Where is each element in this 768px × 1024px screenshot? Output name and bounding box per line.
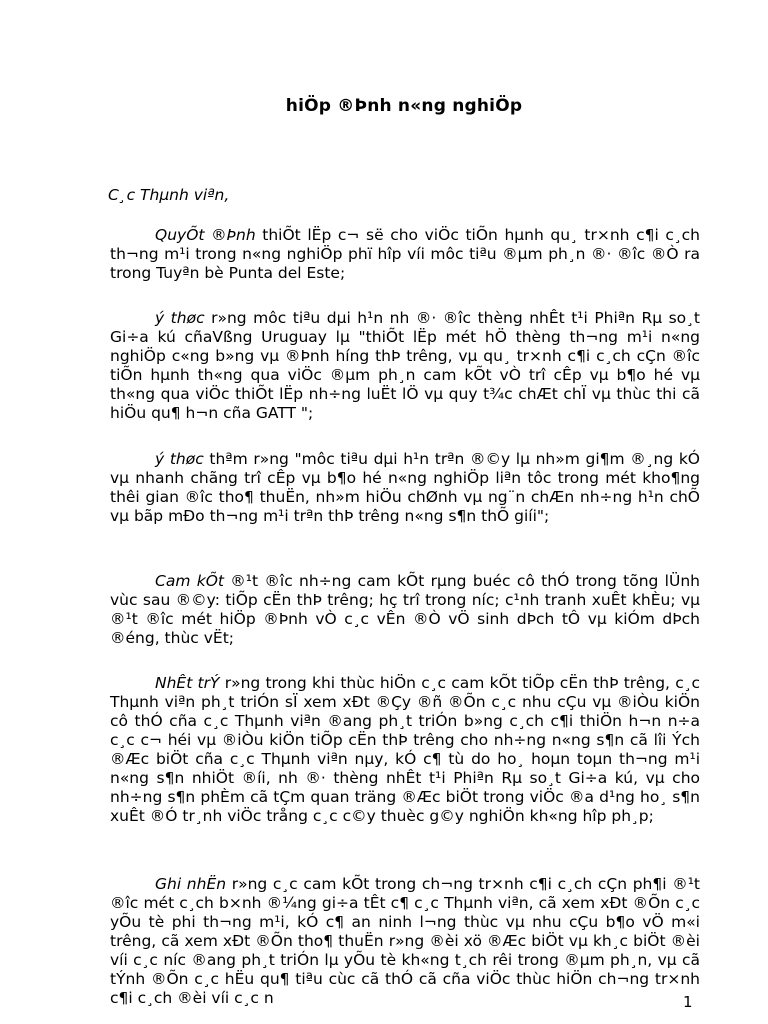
- paragraph-text: r»ng môc tiªu dµi h¹n nh ®· ®îc thèng nhÊt t¹i Phiªn Rµ so¸t Gi÷a kú cñaVßng Uruguay lµ "thiÕt lËp mét hÖ thèng th¬ng m¹i n«ng nghiÖp c«ng b»ng vµ ®Þnh híng thÞ trêng, vµ qu¸ tr×nh c¶i c¸ch cÇn ®îc tiÕn hµnh th«ng qua viÖc ®µm ph¸n cam kÕt vÒ trî cÊp vµ b¶o hé vµ th«ng qua viÖc thiÕt lËp nh÷ng luËt lÖ vµ quy t¾c chÆt chÏ vµ thùc thi cã hiÖu qu¶ h¬n cña GATT ";: [110, 309, 700, 422]
- paragraph-keyword: Ghi nhËn: [155, 875, 227, 893]
- paragraph-text: r»ng trong khi thùc hiÖn c¸c cam kÕt tiÕp cËn thÞ trêng, c¸c Thµnh viªn ph¸t triÓn sÏ xem xÐt ®Çy ®ñ ®Õn c¸c nhu cÇu vµ ®iÒu kiÖn cô thÓ cña c¸c Thµnh viªn ®ang ph¸t triÓn b»ng c¸ch c¶i thiÖn h¬n n÷a c¸c c¬ héi vµ ®iÒu kiÖn tiÕp cËn thÞ trêng cho nh÷ng n«ng s¶n cã lîi Ých ®Æc biÖt cña c¸c Thµnh viªn nµy, kÓ c¶ tù do ho¸ hoµn toµn th¬ng m¹i n«ng s¶n nhiÖt ®íi, nh ®· thèng nhÊt t¹i Phiªn Rµ so¸t Gi÷a kú, vµ cho nh÷ng s¶n phÈm cã tÇm quan träng ®Æc biÖt trong viÖc ®a d¹ng ho¸ s¶n xuÊt ®Ó tr¸nh viÖc trång c¸c c©y thuèc g©y nghiÖn kh«ng hîp ph¸p;: [110, 674, 701, 825]
- paragraph-text: r»ng c¸c cam kÕt trong ch¬ng tr×nh c¶i c¸ch cÇn ph¶i ®¹t ®îc mét c¸ch b×nh ®¼ng gi÷a tÊt c¶ c¸c Thµnh viªn, cã xem xÐt ®Õn c¸c yÕu tè phi th¬ng m¹i, kÓ c¶ an ninh l¬ng thùc vµ nhu cÇu b¶o vÖ m«i trêng, cã xem xÐt ®Õn tho¶ thuËn r»ng ®èi xö ®Æc biÖt vµ kh¸c biÖt ®èi víi c¸c níc ®ang ph¸t triÓn lµ yÕu tè kh«ng t¸ch rêi trong ®µm ph¸n, vµ cã tÝnh ®Õn c¸c hËu qu¶ tiªu cùc cã thÓ cã cña viÖc thùc hiÖn ch¬ng tr×nh c¶i c¸ch ®èi víi c¸c n: [110, 875, 700, 1007]
- paragraph-6: [110, 875, 700, 1008]
- paragraph-keyword: ý thøc: [155, 309, 205, 327]
- paragraph-5: [110, 674, 700, 826]
- document-title: hiÖp ®Þnh n«ng nghiÖp: [285, 96, 523, 116]
- paragraph-keyword: QuyÕt ®Þnh: [155, 226, 256, 244]
- paragraph-3: [110, 450, 700, 526]
- paragraph-keyword: Cam kÕt: [155, 572, 224, 590]
- paragraph-2: [110, 309, 700, 423]
- salutation: C¸c Thµnh viªn,: [108, 186, 230, 204]
- paragraph-keyword: ý thøc: [155, 450, 204, 468]
- paragraph-text: thiÕt lËp c¬ së cho viÖc tiÕn hµnh qu¸ tr×nh c¶i c¸ch th¬ng m¹i trong n«ng nghiÖp phï hîp víi môc tiªu ®µm ph¸n ®· ®îc ®Ò ra trong Tuyªn bè Punta del Este;: [110, 226, 700, 282]
- paragraph-text: thªm r»ng "môc tiªu dµi h¹n trªn ®©y lµ nh»m gi¶m ®¸ng kÓ vµ nhanh chãng trî cÊp vµ b¶o hé n«ng nghiÖp liªn tôc trong mét kho¶ng thêi gian ®îc tho¶ thuËn, nh»m hiÖu chØnh vµ ng¨n chÆn nh÷ng h¹n chÕ vµ bãp mÐo th¬ng m¹i trªn thÞ trêng n«ng s¶n thÕ giíi";: [110, 450, 700, 525]
- page-number: 1: [683, 993, 693, 1011]
- paragraph-text: ®¹t ®îc nh÷ng cam kÕt rµng buéc cô thÓ trong tõng lÜnh vùc sau ®©y: tiÕp cËn thÞ trêng; hç trî trong níc; c¹nh tranh xuÊt khÈu; vµ ®¹t ®îc mét hiÖp ®Þnh vÒ c¸c vÊn ®Ò vÖ sinh dÞch tÔ vµ kiÓm dÞch ®éng, thùc vËt;: [110, 572, 700, 647]
- paragraph-4: [110, 572, 700, 648]
- paragraph-keyword: NhÊt trÝ: [155, 674, 220, 692]
- paragraph-1: [110, 226, 700, 283]
